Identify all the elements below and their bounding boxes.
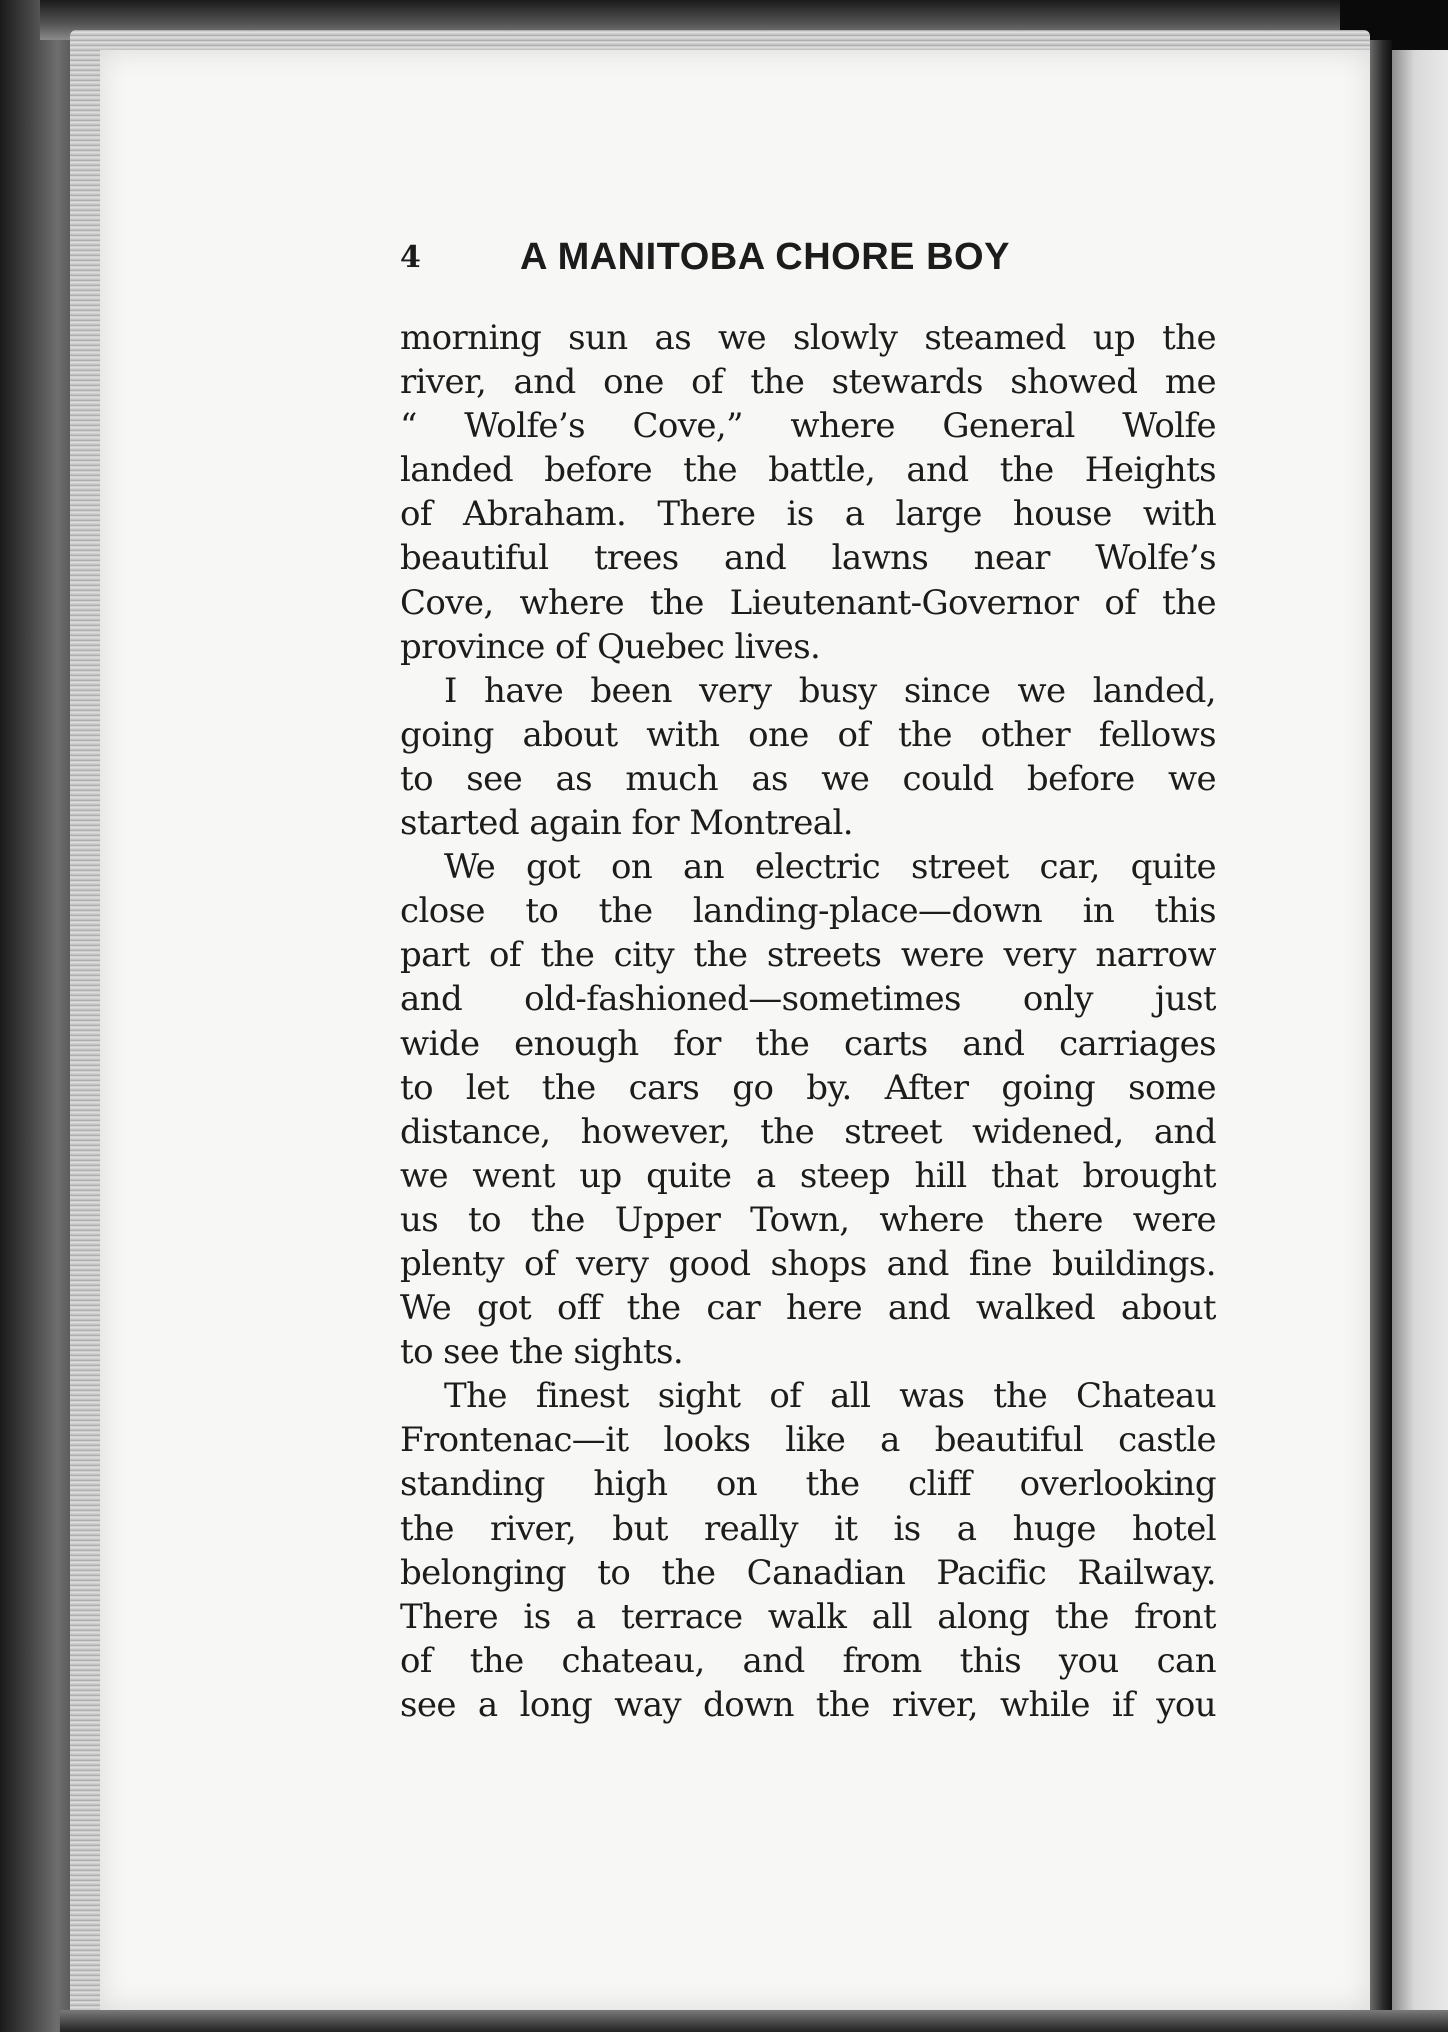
text-line: river, and one of the stewards showed me <box>400 362 1216 403</box>
text-line: wide enough for the carts and carriages <box>400 1023 1216 1064</box>
text-line: The finest sight of all was the Chateau <box>444 1376 1216 1417</box>
book-bottom-edge <box>60 2010 1448 2032</box>
text-line: to see as much as we could before we <box>400 758 1216 799</box>
text-line: standing high on the cliff overlooking <box>400 1464 1216 1505</box>
text-line: distance, however, the street widened, and <box>400 1111 1216 1152</box>
page-text-block <box>400 232 1216 1727</box>
paragraph <box>400 669 1216 845</box>
text-line: “ Wolfe’s Cove,” where General Wolfe <box>400 406 1216 447</box>
text-line: of the chateau, and from this you can <box>400 1640 1216 1681</box>
text-line: going about with one of the other fellows <box>400 714 1216 755</box>
text-line: started again for Montreal. <box>400 803 853 844</box>
text-line: part of the city the streets were very narrow <box>400 935 1216 976</box>
text-line: morning sun as we slowly steamed up the <box>400 318 1216 358</box>
text-line: province of Quebec lives. <box>400 626 821 667</box>
body-text <box>400 316 1216 1727</box>
paragraph <box>400 1374 1216 1727</box>
text-line: the river, but really it is a huge hotel <box>400 1508 1216 1549</box>
paragraph <box>400 845 1216 1374</box>
running-header <box>400 232 1216 292</box>
text-line: to see the sights. <box>400 1332 684 1373</box>
book-gutter <box>1370 40 1392 2025</box>
text-line: belonging to the Canadian Pacific Railway. <box>400 1552 1216 1593</box>
text-line: Cove, where the Lieutenant-Governor of the <box>400 582 1216 623</box>
text-line: I have been very busy since we landed, <box>444 670 1216 711</box>
text-line: and old-fashioned—sometimes only just <box>400 979 1216 1020</box>
paragraph <box>400 316 1216 669</box>
facing-page-edge <box>1392 50 1448 2025</box>
text-line: of Abraham. There is a large house with <box>400 494 1216 535</box>
text-line: see a long way down the river, while if you <box>400 1684 1216 1725</box>
text-line: close to the landing-place—down in this <box>400 891 1216 932</box>
text-line: we went up quite a steep hill that brought <box>400 1155 1216 1196</box>
text-line: We got on an electric street car, quite <box>444 847 1216 888</box>
text-line: us to the Upper Town, where there were <box>400 1199 1216 1240</box>
text-line: landed before the battle, and the Heights <box>400 450 1216 491</box>
page-number: 4 <box>400 240 421 275</box>
text-line: plenty of very good shops and fine buildings. <box>400 1243 1216 1284</box>
text-line: to let the cars go by. After going some <box>400 1067 1216 1108</box>
text-line: We got off the car here and walked about <box>400 1288 1216 1329</box>
text-line: There is a terrace walk all along the front <box>400 1596 1216 1637</box>
text-line: beautiful trees and lawns near Wolfe’s <box>400 538 1216 579</box>
running-title: A MANITOBA CHORE BOY <box>520 236 1010 278</box>
text-line: Frontenac—it looks like a beautiful castle <box>400 1420 1216 1461</box>
